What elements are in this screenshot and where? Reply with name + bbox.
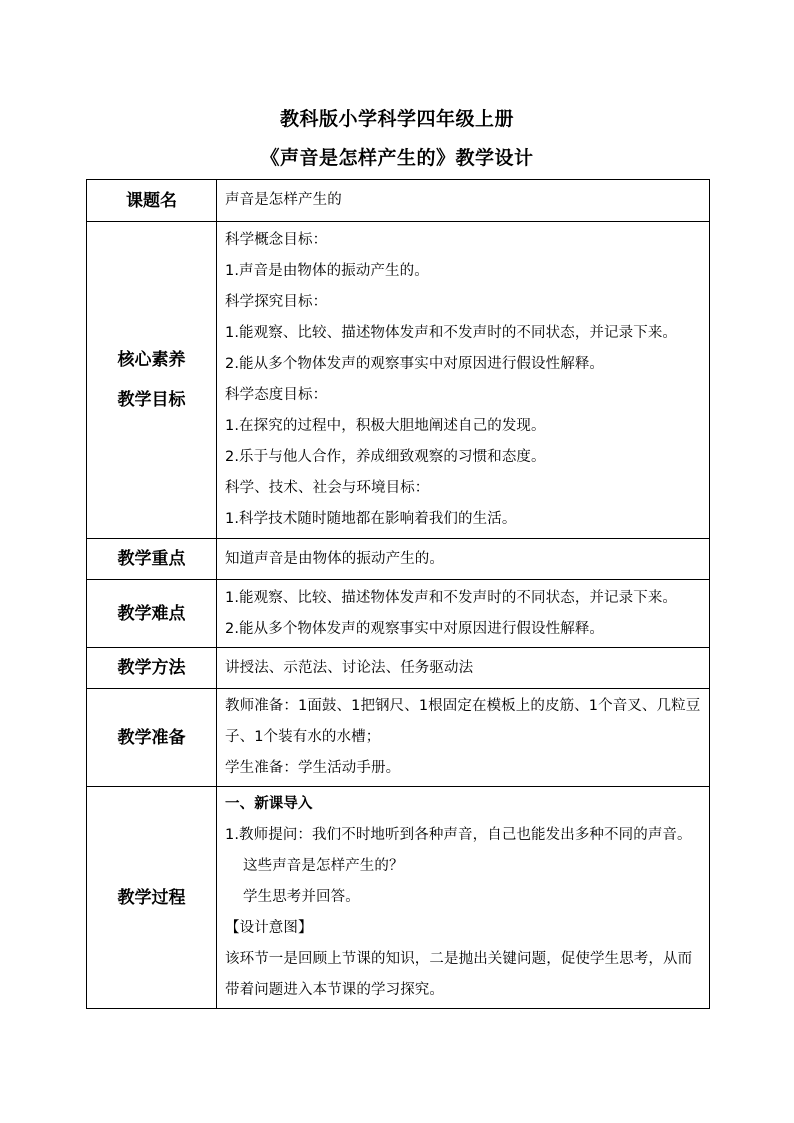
difficulty-line: 2.能从多个物体发声的观察事实中对原因进行假设性解释。: [225, 620, 605, 637]
row-label-preparation: 教学准备: [87, 689, 217, 787]
objective-line: 科学、技术、社会与环境目标：: [225, 480, 430, 496]
document-title: 教科版小学科学四年级上册: [279, 108, 514, 130]
teacher-preparation: 教师准备：1面鼓、1把钢尺、1根固定在模板上的皮筋、1个音叉、几粒豆子、1个装有水的水槽；: [225, 698, 701, 745]
row-label-topic: 课题名: [87, 180, 217, 222]
table-row-preparation: [87, 689, 710, 787]
difficulty-line: 1.能观察、比较、描述物体发声和不发声时的不同状态，并记录下来。: [225, 589, 678, 606]
objective-line: 科学探究目标：: [225, 294, 328, 310]
key-point-text: 知道声音是由物体的振动产生的。: [217, 539, 710, 580]
objective-line: 1.在探究的过程中，积极大胆地阐述自己的发现。: [225, 418, 546, 434]
table-row-key-point: [87, 539, 710, 580]
objective-line: 1.声音是由物体的振动产生的。: [225, 263, 429, 279]
objective-line: 2.能从多个物体发声的观察事实中对原因进行假设性解释。: [225, 356, 605, 372]
student-preparation: 学生准备：学生活动手册。: [225, 760, 401, 776]
objective-line: 科学概念目标：: [225, 232, 328, 248]
table-row-difficulty: [87, 580, 710, 648]
process-content: [217, 787, 710, 1009]
row-label-objectives-line1: 核心素养: [117, 350, 186, 370]
lesson-plan-table: [86, 179, 710, 1009]
design-intent-title: 【设计意图】: [225, 920, 313, 936]
objective-line: 2.乐于与他人合作，养成细致观察的习惯和态度。: [225, 449, 546, 465]
objective-line: 1.科学技术随时随地都在影响着我们的生活。: [225, 511, 517, 527]
process-answer: 学生思考并回答。: [243, 889, 360, 905]
row-label-process: 教学过程: [87, 787, 217, 1009]
design-intent-text: 该环节一是回顾上节课的知识，二是抛出关键问题，促使学生思考，从而带着问题进入本节课的学习探究。: [225, 951, 693, 998]
table-row-process: [87, 787, 710, 1009]
methods-text: 讲授法、示范法、讨论法、任务驱动法: [217, 648, 710, 689]
table-row-methods: [87, 648, 710, 689]
table-row-topic: [87, 180, 710, 222]
process-section-title: 一、新课导入: [225, 796, 313, 812]
row-label-objectives-line2: 教学目标: [117, 390, 186, 410]
objective-line: 1.能观察、比较、描述物体发声和不发声时的不同状态，并记录下来。: [225, 325, 678, 341]
row-label-methods: 教学方法: [87, 648, 217, 689]
row-label-difficulty: 教学难点: [87, 580, 217, 648]
objectives-content: [217, 222, 710, 539]
objective-line: 科学态度目标：: [225, 387, 328, 403]
row-label-objectives: [87, 222, 217, 539]
document-subtitle: 《声音是怎样产生的》教学设计: [260, 147, 534, 169]
table-row-objectives: [87, 222, 710, 539]
difficulty-content: [217, 580, 710, 648]
row-label-key-point: 教学重点: [87, 539, 217, 580]
topic-text: 声音是怎样产生的: [217, 180, 710, 222]
preparation-content: [217, 689, 710, 787]
process-question: 1.教师提问：我们不时地听到各种声音，自己也能发出多种不同的声音。这些声音是怎样产生的？: [225, 827, 692, 874]
